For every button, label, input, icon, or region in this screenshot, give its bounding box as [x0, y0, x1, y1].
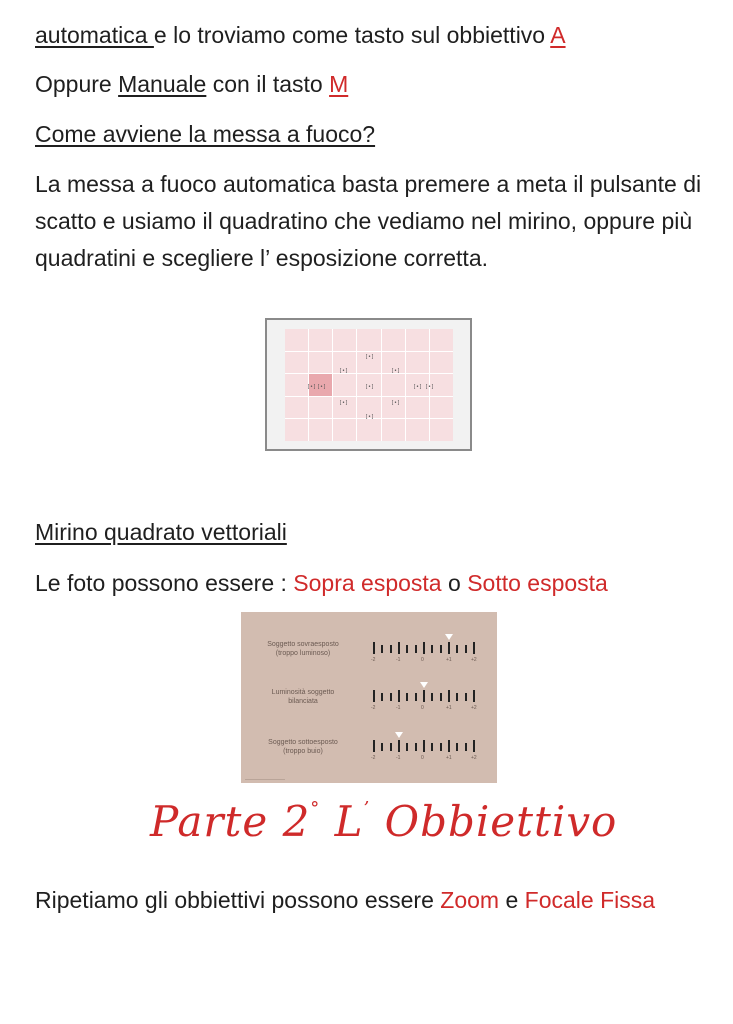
scale-label: +1: [446, 657, 452, 663]
scale-tick: [440, 645, 442, 653]
focus-grid-cell: [285, 352, 308, 374]
scale-tick: [431, 693, 433, 701]
focus-point: [•]: [317, 384, 327, 390]
scale-tick: [415, 743, 417, 751]
focus-grid-cell: [430, 419, 453, 441]
watermark-line: [245, 779, 285, 780]
scale-tick: [406, 645, 408, 653]
line-manuale: Oppure Manuale con il tasto M: [35, 71, 349, 97]
scale-tick: [473, 642, 475, 654]
focus-grid-cell: [382, 374, 405, 396]
scale-label: +2: [471, 657, 477, 663]
exposure-row-label: Luminosità soggetto bilanciata: [271, 689, 335, 705]
key-a: A: [550, 22, 566, 48]
focus-point: [•]: [307, 384, 317, 390]
focus-grid-figure: [265, 318, 472, 451]
exposure-scale: [369, 636, 479, 663]
word-sopra-esposta: Sopra esposta: [293, 570, 442, 596]
focus-point: [•]: [391, 400, 401, 406]
exposure-row: [241, 680, 497, 720]
scale-tick: [381, 743, 383, 751]
focus-point: [•]: [365, 384, 375, 390]
focus-grid-cell: [406, 352, 429, 374]
scale-tick: [406, 693, 408, 701]
scale-tick: [381, 693, 383, 701]
exposure-row-label: Soggetto sottoesposto (troppo buio): [268, 739, 338, 755]
scale-tick: [465, 743, 467, 751]
focus-grid-cell: [430, 329, 453, 351]
focus-grid-cell: [309, 419, 332, 441]
focus-point: [•]: [413, 384, 423, 390]
scale-tick: [398, 642, 400, 654]
scale-tick: [390, 743, 392, 751]
scale-tick: [373, 740, 375, 752]
focus-grid-cell: [333, 329, 356, 351]
scale-tick: [398, 690, 400, 702]
focus-grid-cell: [406, 329, 429, 351]
scale-label: 0: [421, 657, 424, 663]
focus-point: [•]: [365, 354, 375, 360]
focus-point: [•]: [339, 400, 349, 406]
scale-tick: [423, 690, 425, 702]
scale-tick: [423, 642, 425, 654]
focus-grid-cell: [309, 397, 332, 419]
key-m: M: [329, 71, 349, 97]
focus-grid-cell: [406, 419, 429, 441]
scale-tick: [456, 693, 458, 701]
focus-grid-cell: [406, 397, 429, 419]
focus-point: [•]: [425, 384, 435, 390]
focus-grid-cell: [285, 397, 308, 419]
focus-grid-cell: [357, 329, 380, 351]
scale-tick: [465, 645, 467, 653]
section-title-parte-2: Parte 2° L’ Obbiettivo: [150, 797, 618, 846]
exposure-row: [241, 632, 497, 672]
scale-label: 0: [421, 705, 424, 711]
scale-label: +1: [446, 705, 452, 711]
scale-tick: [473, 740, 475, 752]
exposure-marker: [395, 732, 403, 738]
focus-grid-cell: [382, 329, 405, 351]
scale-tick: [381, 645, 383, 653]
scale-tick: [431, 743, 433, 751]
scale-label: +1: [446, 755, 452, 761]
scale-tick: [373, 690, 375, 702]
word-manuale: Manuale: [118, 71, 207, 97]
scale-tick: [473, 690, 475, 702]
exposure-marker: [445, 634, 453, 640]
focus-point: [•]: [365, 414, 375, 420]
focus-grid-cell: [285, 374, 308, 396]
exposure-meter-figure: [241, 612, 497, 783]
scale-label: -1: [396, 755, 401, 761]
scale-tick: [431, 645, 433, 653]
scale-label: -1: [396, 657, 401, 663]
exposure-row-label: Soggetto sovraesposto (troppo luminoso): [267, 641, 339, 657]
scale-tick: [448, 740, 450, 752]
focus-point: [•]: [391, 368, 401, 374]
focus-grid-cell: [430, 352, 453, 374]
scale-label: -1: [396, 705, 401, 711]
scale-tick: [415, 693, 417, 701]
paragraph-obbiettivi: Ripetiamo gli obbiettivi possono essere Zoom e Focale Fissa: [35, 887, 656, 913]
link-automatica: automatica: [35, 22, 154, 48]
scale-tick: [415, 645, 417, 653]
scale-label: +2: [471, 755, 477, 761]
scale-label: -2: [371, 657, 376, 663]
exposure-scale: [369, 734, 479, 761]
scale-tick: [390, 693, 392, 701]
scale-label: 0: [421, 755, 424, 761]
paragraph-messa-a-fuoco: La messa a fuoco automatica basta premere a meta il pulsante di scatto e usiamo il quadratino che vediamo nel mirino, oppure più quadratini e scegliere l’ esposizione corretta.: [35, 171, 702, 271]
scale-tick: [440, 693, 442, 701]
heading-messa-a-fuoco: Come avviene la messa a fuoco?: [35, 121, 376, 147]
focus-grid-cell: [333, 419, 356, 441]
focus-grid-cell: [285, 419, 308, 441]
exposure-marker: [420, 682, 428, 688]
scale-label: -2: [371, 705, 376, 711]
scale-tick: [390, 645, 392, 653]
exposure-row: [241, 730, 497, 770]
scale-tick: [406, 743, 408, 751]
scale-tick: [440, 743, 442, 751]
word-sotto-esposta: Sotto esposta: [467, 570, 608, 596]
word-focale-fissa: Focale Fissa: [524, 887, 656, 913]
focus-grid-cell: [309, 329, 332, 351]
focus-grid-cell: [430, 397, 453, 419]
scale-tick: [448, 642, 450, 654]
line-esposizione: Le foto possono essere : Sopra esposta o Sotto esposta: [35, 570, 608, 596]
scale-tick: [456, 645, 458, 653]
scale-tick: [448, 690, 450, 702]
line-automatica: automatica e lo troviamo come tasto sul obbiettivo A: [35, 22, 566, 48]
focus-grid-cell: [357, 419, 380, 441]
focus-grid-cell: [382, 419, 405, 441]
exposure-scale: [369, 684, 479, 711]
scale-tick: [465, 693, 467, 701]
scale-label: +2: [471, 705, 477, 711]
scale-tick: [373, 642, 375, 654]
focus-point: [•]: [339, 368, 349, 374]
scale-tick: [423, 740, 425, 752]
scale-label: -2: [371, 755, 376, 761]
scale-tick: [456, 743, 458, 751]
heading-mirino: Mirino quadrato vettoriali: [35, 519, 287, 545]
focus-grid-cell: [333, 374, 356, 396]
focus-grid-cell: [285, 329, 308, 351]
word-zoom: Zoom: [440, 887, 500, 913]
scale-tick: [398, 740, 400, 752]
focus-grid-cell: [309, 352, 332, 374]
